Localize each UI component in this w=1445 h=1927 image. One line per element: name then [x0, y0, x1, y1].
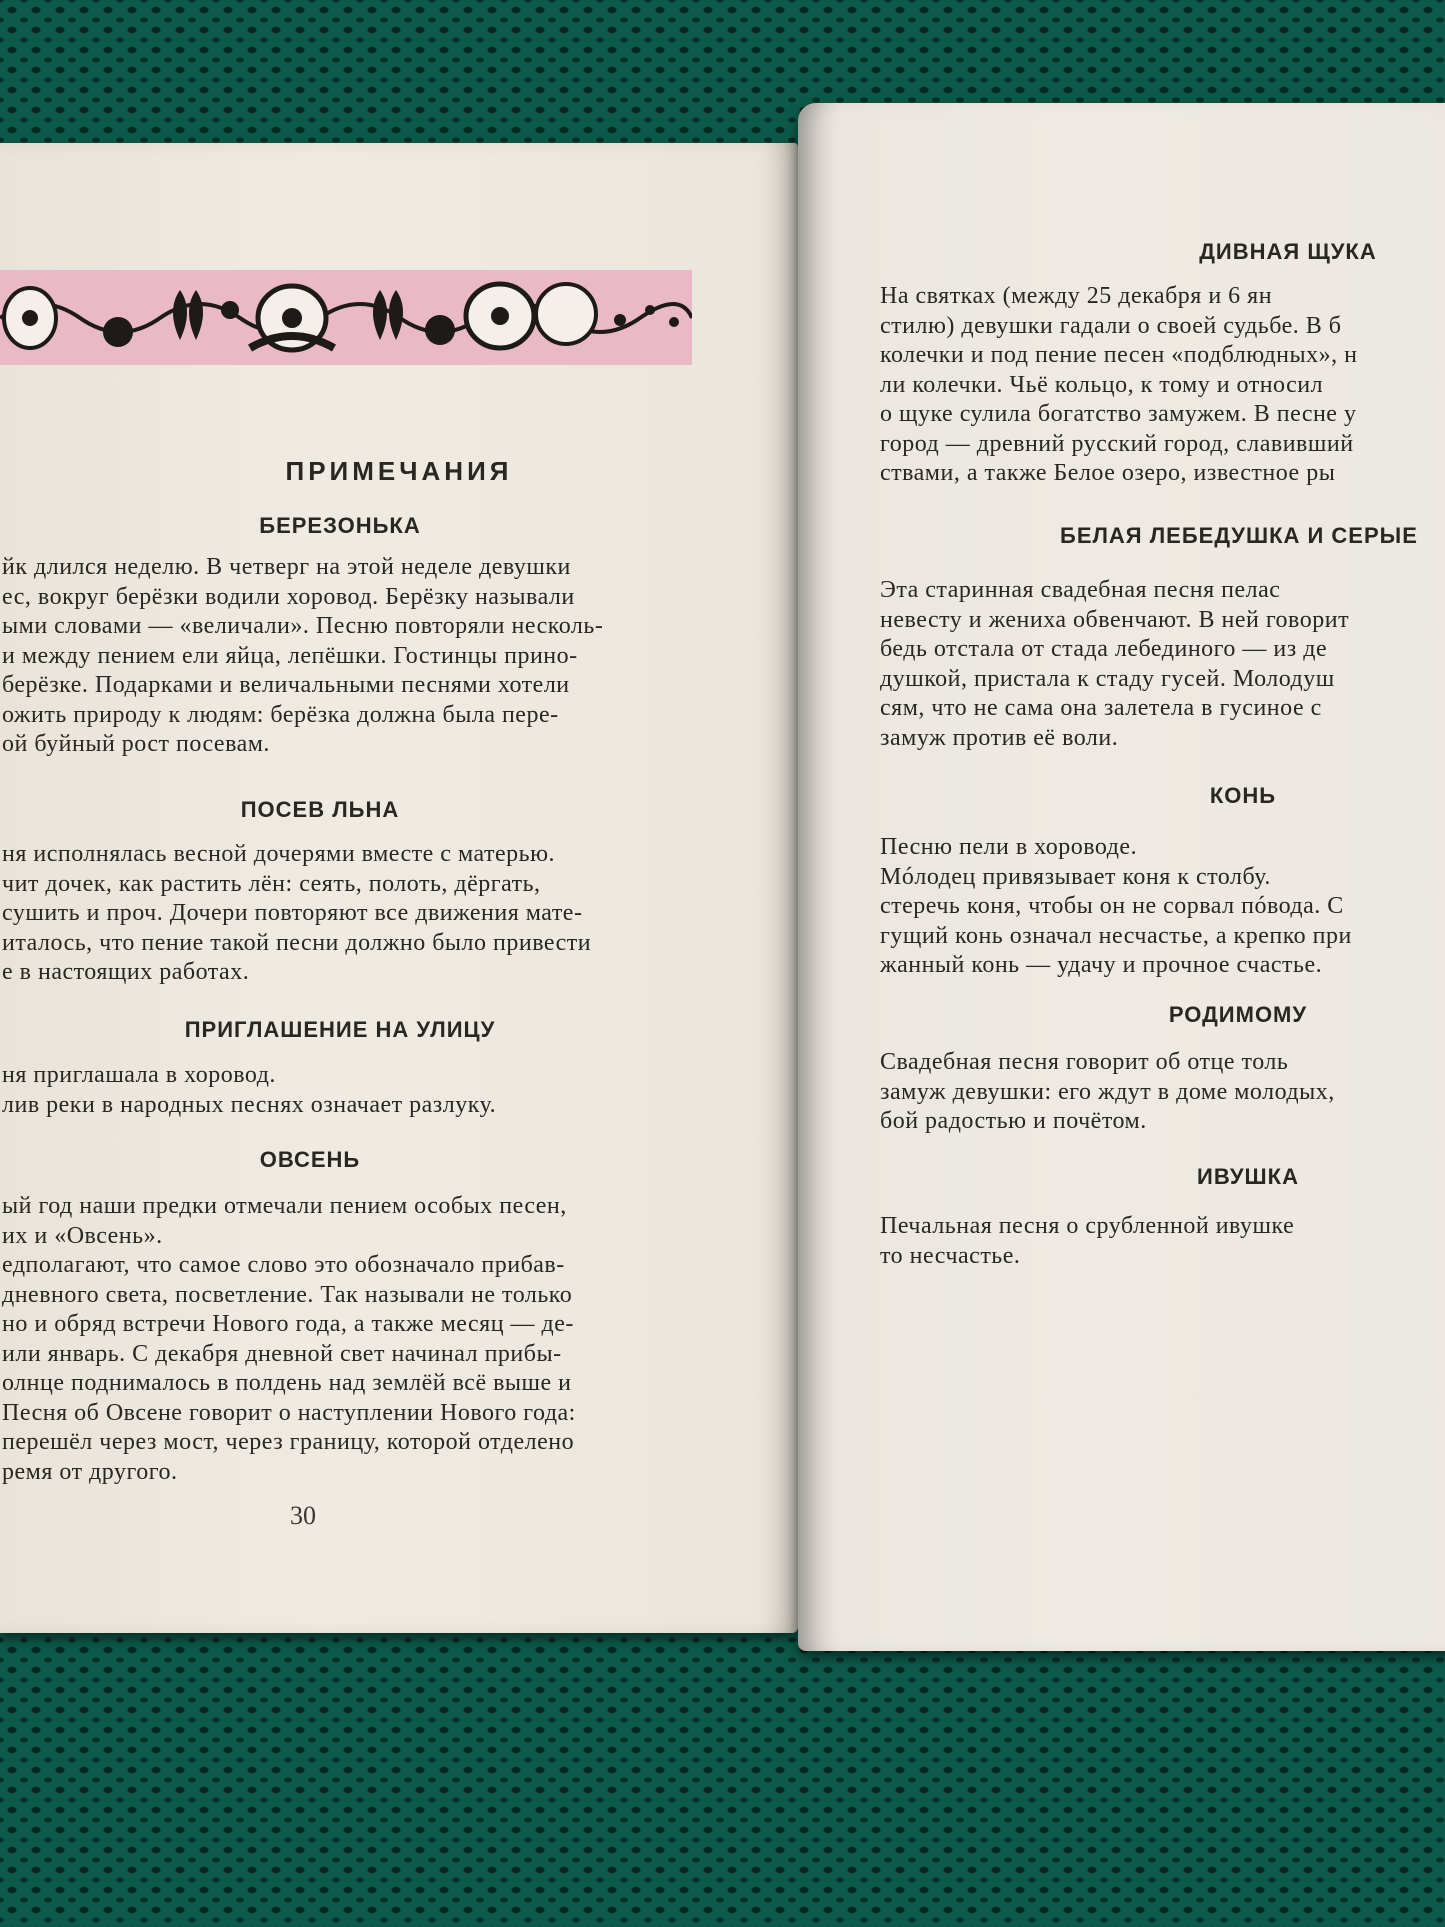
section-text-berezonka	[2, 553, 603, 760]
floral-ornament-band	[0, 270, 692, 365]
text-line: но и обряд встречи Нового года, а также месяц — де-	[2, 1311, 574, 1337]
text-line: едполагают, что самое слово это обозначало прибав-	[2, 1252, 565, 1278]
section-title-belaya-lebedushka: БЕЛАЯ ЛЕБЕДУШКА И СЕРЫЕ	[1060, 523, 1418, 548]
section-title-rodimomu: РОДИМОМУ	[1168, 1002, 1308, 1027]
text-line: бой радостью и почётом.	[880, 1108, 1147, 1134]
text-line: На святках (между 25 декабря и 6 ян	[880, 283, 1273, 309]
text-line: ремя от другого.	[2, 1458, 178, 1485]
text-line: замуж девушки: его ждут в доме молодых,	[880, 1078, 1335, 1105]
text-line: Печальная песня о срубленной ивушке	[880, 1213, 1295, 1239]
text-line: их и «Овсень».	[2, 1222, 163, 1249]
text-line: берёзке. Подарками и величальными песнями хотели	[2, 672, 570, 698]
page-heading: ПРИМЕЧАНИЯ	[285, 456, 513, 486]
section-text-ovsen	[2, 1192, 576, 1487]
text-line: и между пением ели яйца, лепёшки. Гостинцы прино-	[2, 642, 578, 669]
section-text-divnaya-shchuka	[880, 282, 1358, 489]
text-line: замуж против её воли.	[880, 724, 1119, 751]
text-line: или январь. С декабря дневной свет начинал прибы-	[2, 1340, 562, 1367]
section-text-rodimomu	[880, 1048, 1335, 1137]
text-line: Песню пели в хороводе.	[880, 834, 1138, 860]
text-line: сушить и проч. Дочери повторяют все движения мате-	[2, 900, 583, 926]
text-line: колечки и под пение песен «подблюдных», н	[880, 342, 1358, 368]
text-line: олнце поднималось в полдень над землёй всё выше и	[2, 1370, 572, 1396]
text-line: ли колечки. Чьё кольцо, к тому и относил	[880, 371, 1324, 398]
text-line: ожить природу к людям: берёзка должна была пере-	[2, 701, 559, 728]
text-line: Эта старинная свадебная песня пелас	[880, 577, 1281, 603]
text-line: лив реки в народных песнях означает разлуку.	[2, 1091, 497, 1118]
text-line: стеречь коня, чтобы он не сорвал пóвода. С	[880, 893, 1344, 919]
text-line: ой буйный рост посевам.	[2, 731, 270, 757]
right-page	[798, 103, 1445, 1651]
section-title-priglashenie: ПРИГЛАШЕНИЕ НА УЛИЦУ	[184, 1017, 496, 1042]
section-title-kon: КОНЬ	[1209, 783, 1277, 808]
section-text-priglashenie	[2, 1061, 496, 1120]
text-line: сям, что не сама она залетела в гусиное с	[880, 695, 1322, 721]
text-line: Свадебная песня говорит об отце толь	[880, 1049, 1289, 1075]
text-line: дневного света, посветление. Так называли не только	[2, 1281, 573, 1308]
text-line: о щуке сулила богатство замужем. В песне у	[880, 401, 1357, 427]
text-line: ес, вокруг берёзки водили хоровод. Берёзку называли	[2, 583, 575, 610]
text-line: ствами, а также Белое озеро, известное ры	[880, 460, 1336, 486]
text-line: бедь отстала от стада лебединого — из де	[880, 636, 1328, 662]
section-title-posev-lna: ПОСЕВ ЛЬНА	[240, 797, 400, 822]
section-title-berezonka: БЕРЕЗОНЬКА	[259, 513, 421, 538]
section-text-kon	[880, 833, 1352, 981]
floral-ornament-icon	[0, 270, 692, 365]
text-line: невесту и жениха обвенчают. В ней говорит	[880, 606, 1350, 633]
left-page	[0, 143, 798, 1633]
text-line: ый год наши предки отмечали пением особых песен,	[2, 1193, 567, 1219]
text-line: город — древний русский город, славивший	[880, 430, 1354, 457]
text-line: Мóлодец привязывает коня к столбу.	[880, 863, 1271, 890]
text-line: йк длился неделю. В четверг на этой неделе девушки	[2, 554, 571, 580]
section-title-ivushka: ИВУШКА	[1197, 1164, 1299, 1189]
text-line: чит дочек, как растить лён: сеять, полоть, дёргать,	[2, 870, 541, 897]
text-line: ня приглашала в хоровод.	[2, 1062, 276, 1088]
text-line: италось, что пение такой песни должно было привести	[2, 929, 592, 956]
text-line: перешёл через мост, через границу, которой отделено	[2, 1429, 575, 1455]
text-line: ня исполнялась весной дочерями вместе с матерью.	[2, 841, 556, 867]
section-title-ovsen: ОВСЕНЬ	[259, 1147, 361, 1172]
text-line: гущий конь означал несчастье, а крепко при	[880, 922, 1352, 949]
text-line: стилю) девушки гадали о своей судьбе. В б	[880, 312, 1342, 339]
section-text-ivushka	[880, 1212, 1294, 1271]
text-line: е в настоящих работах.	[2, 959, 250, 985]
text-line: ыми словами — «величали». Песню повторяли несколь-	[2, 613, 604, 639]
text-line: душкой, пристала к стаду гусей. Молодуш	[880, 665, 1335, 692]
section-text-posev-lna	[2, 840, 591, 988]
section-text-belaya-lebedushka	[880, 576, 1349, 753]
text-line: жанный конь — удачу и прочное счастье.	[880, 952, 1323, 978]
text-line: Песня об Овсене говорит о наступлении Нового года:	[2, 1399, 576, 1426]
text-line: то несчастье.	[880, 1242, 1021, 1269]
section-title-divnaya-shchuka: ДИВНАЯ ЩУКА	[1199, 239, 1377, 264]
page-number: 30	[290, 1501, 316, 1530]
